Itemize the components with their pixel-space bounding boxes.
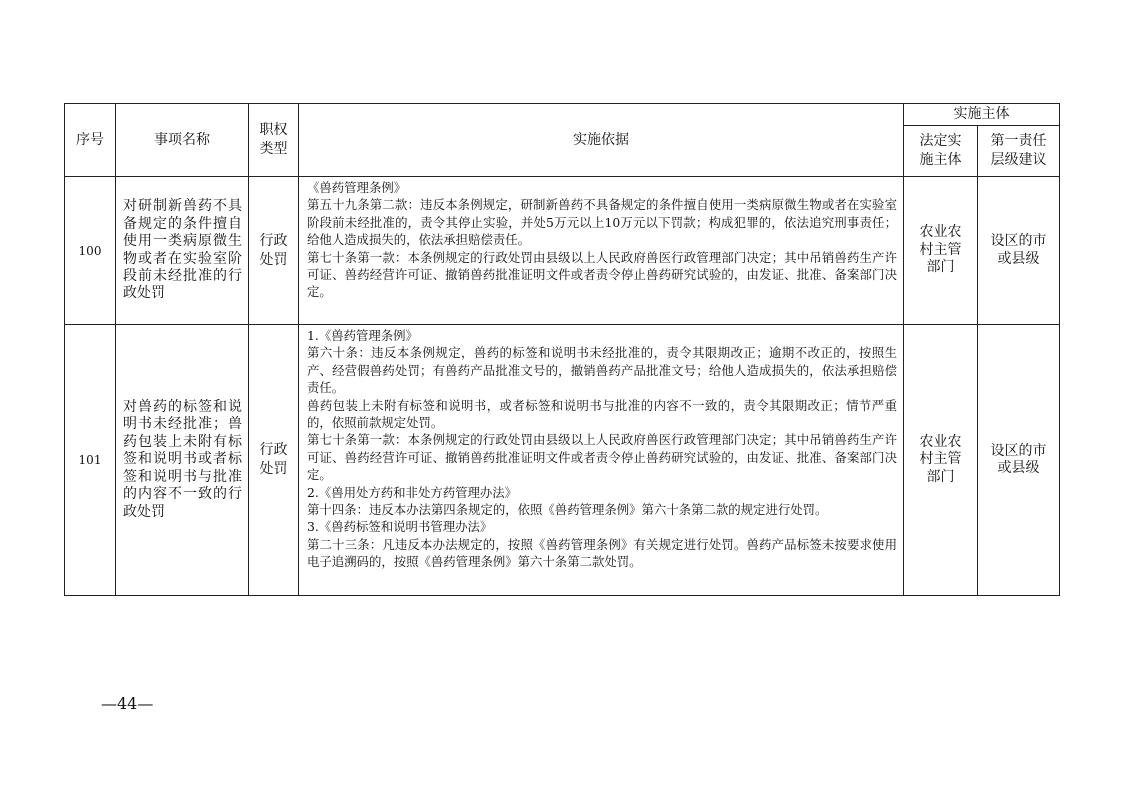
row-legal-body (904, 177, 978, 325)
row-seq: 101 (65, 325, 116, 596)
row-responsibility-level-line2: 或县级 (997, 250, 1040, 267)
row-responsibility-level-line2: 或县级 (997, 460, 1040, 476)
basis-paragraph: 3.《兽药标签和说明书管理办法》 (307, 519, 493, 535)
page-number: —44— (101, 694, 154, 713)
header-item-name: 事项名称 (116, 104, 249, 177)
row-legal-body (904, 325, 978, 596)
row-authority-type-line1: 行政 (259, 442, 288, 458)
header-authority-type (249, 104, 299, 177)
row-legal-body-line3: 部门 (926, 468, 955, 485)
row-legal-body-line1: 农业农 (919, 433, 962, 450)
row-legal-body-line2: 村主管 (919, 451, 962, 468)
header-legal-body-line1: 法定实 (919, 133, 962, 149)
header-basis: 实施依据 (299, 104, 904, 177)
header-authority-type-line2: 类型 (259, 141, 288, 157)
row-authority-type (249, 177, 299, 325)
row-legal-body-line3: 部门 (926, 259, 955, 276)
basis-paragraph: 第六十条：违反本条例规定，兽药的标签和说明书未经批准的，责令其限期改正；逾期不改正的，按照生产、经营假兽药处罚；有兽药产品批准文号的，撤销兽药产品批准文号；给他人造成损失的，依法承担赔偿责任。 (307, 345, 897, 396)
enforcement-table (64, 103, 1060, 596)
row-authority-type-line2: 处罚 (259, 251, 288, 268)
basis-paragraph: 第七十条第一款：本条例规定的行政处罚由县级以上人民政府兽医行政管理部门决定；其中吊销兽药生产许可证、兽药经营许可证、撤销兽药批准证明文件或者责令停止兽药研究试验的，由发证、批准、备案部门决定。 (307, 432, 897, 483)
row-authority-type-line2: 处罚 (259, 461, 288, 477)
row-responsibility-level-line1: 设区的市 (990, 233, 1047, 250)
basis-paragraph: 第七十条第一款：本条例规定的行政处罚由县级以上人民政府兽医行政管理部门决定；其中吊销兽药生产许可证、兽药经营许可证、撤销兽药批准证明文件或者责令停止兽药研究试验的，由发证、批准、备案部门决定。 (307, 249, 897, 300)
header-responsibility-level (978, 126, 1060, 177)
header-authority-type-line1: 职权 (259, 122, 288, 138)
row-responsibility-level-line1: 设区的市 (990, 442, 1047, 459)
row-authority-type-line1: 行政 (259, 232, 288, 249)
row-basis (299, 325, 904, 596)
basis-paragraph: 第二十三条：凡违反本办法规定的，按照《兽药管理条例》有关规定进行处罚。兽药产品标签未按要求使用电子追溯码的，按照《兽药管理条例》第六十条第二款处罚。 (307, 536, 897, 570)
row-legal-body-line1: 农业农 (919, 224, 962, 241)
basis-paragraph: 第五十九条第二款：违反本条例规定，研制新兽药不具备规定的条件擅自使用一类病原微生物或者在实验室阶段前未经批准的，责令其停止实验，并处5万元以上10万元以下罚款；构成犯罪的，依法追究刑事责任；给他人造成损失的，依法承担赔偿责任。 (307, 197, 897, 248)
row-authority-type (249, 325, 299, 596)
row-responsibility-level (978, 177, 1060, 325)
basis-paragraph: 第十四条：违反本办法第四条规定的，依照《兽药管理条例》第六十条第二款的规定进行处罚。 (307, 502, 828, 518)
row-seq: 100 (65, 177, 116, 325)
row-item-name: 对研制新兽药不具备规定的条件擅自使用一类病原微生物或者在实验室阶段前未经批准的行政处罚 (116, 177, 249, 325)
header-responsibility-level-line1: 第一责任 (990, 133, 1047, 149)
basis-paragraph: 兽药包装上未附有标签和说明书，或者标签和说明书与批准的内容不一致的，责令其限期改正；情节严重的，依照前款规定处罚。 (307, 397, 897, 431)
header-implementing-body: 实施主体 (904, 104, 1060, 126)
row-responsibility-level (978, 325, 1060, 596)
header-legal-body (904, 126, 978, 177)
row-basis (299, 177, 904, 325)
header-seq: 序号 (65, 104, 116, 177)
row-item-name: 对兽药的标签和说明书未经批准；兽药包装上未附有标签和说明书或者标签和说明书与批准的内容不一致的行政处罚 (116, 325, 249, 596)
header-responsibility-level-line2: 层级建议 (990, 152, 1047, 168)
basis-paragraph: 1.《兽药管理条例》 (307, 328, 418, 343)
table-row (65, 325, 1060, 596)
table-row (65, 177, 1060, 325)
row-legal-body-line2: 村主管 (919, 241, 962, 258)
basis-paragraph: 《兽药管理条例》 (307, 180, 407, 195)
header-legal-body-line2: 施主体 (919, 152, 962, 168)
basis-paragraph: 2.《兽用处方药和非处方药管理办法》 (307, 484, 518, 500)
